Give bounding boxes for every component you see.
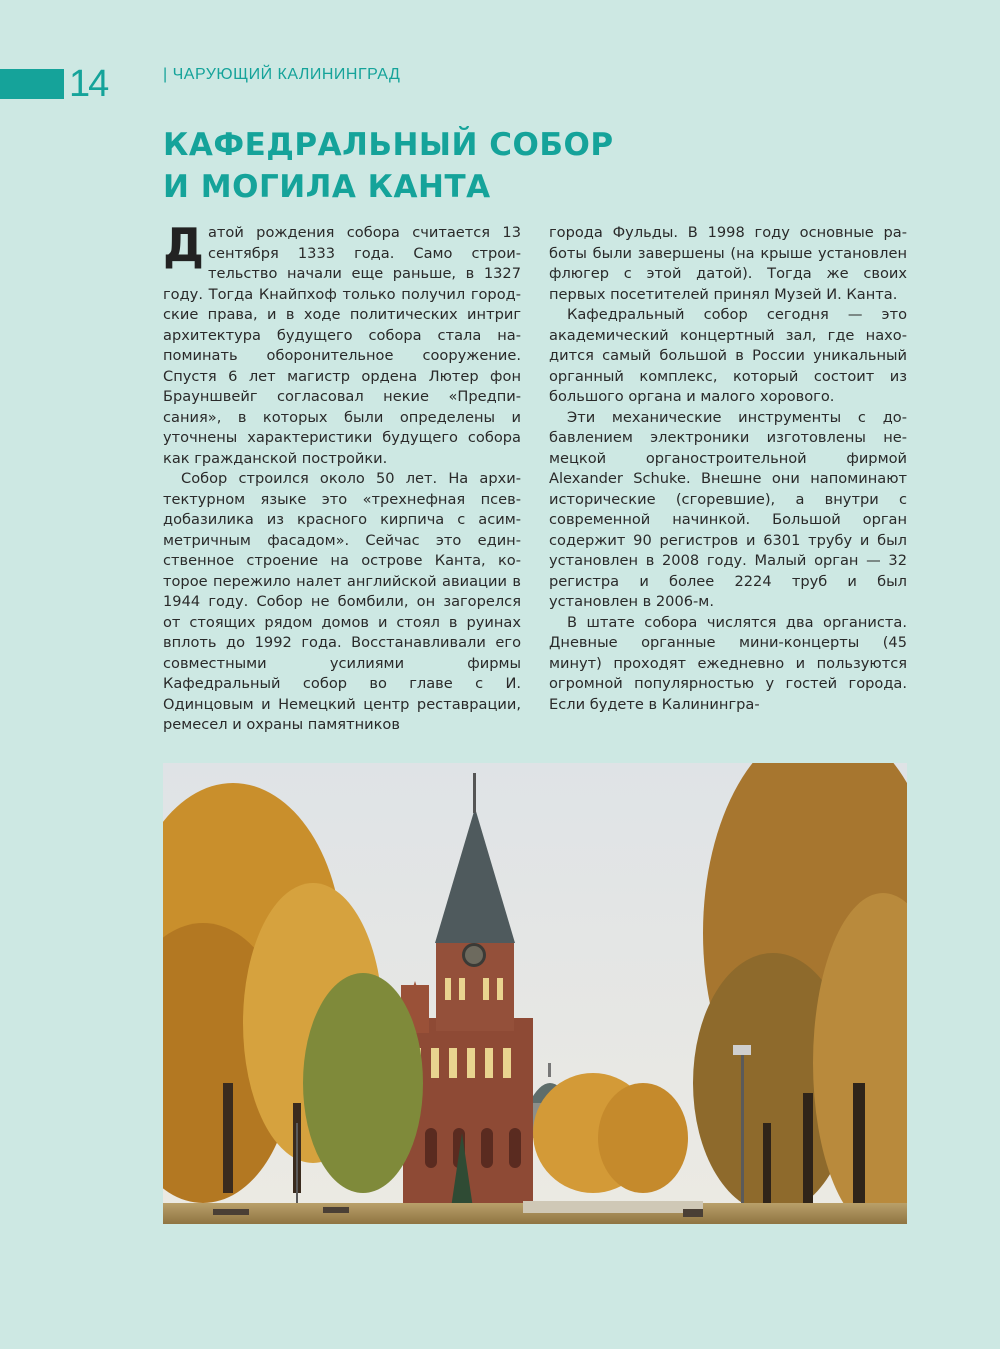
- page-number-bar: [0, 69, 64, 99]
- paragraph: [163, 218, 521, 469]
- title-line-1: КАФЕДРАЛЬНЫЙ СОБОР: [163, 127, 614, 163]
- title-line-2: И МОГИЛА КАНТА: [163, 169, 491, 205]
- paragraph: В штате собора числятся два органиста. Дневные органные мини-концерты (45 минут) проходят ежедневно и пользуются огромной популярностью у гостей города. Если будете в Калинингра-: [549, 613, 907, 713]
- middle-trees: [533, 1073, 688, 1193]
- text-column-left: [163, 218, 521, 736]
- paragraph: Кафедральный собор сегодня — это академический концертный зал, где находится самый большой в России уникальный органный комплекс, который состоит из большого органа и малого хорового.: [549, 306, 907, 405]
- paragraph-text: атой рождения собора считается 13 сентября 1333 года. Само строительство начали еще раньше, в 1327 году. Тогда Кнайпхоф только получил городские права, и в ходе политических интриг архитектура будущего собора стала напоминать оборонительное сооружение. Спустя 6 лет магистр ордена Лютер фон Брауншвейг согласовал некие «Предписания», в которых были определены и уточнены характеристики будущего собора как гражданской постройки.: [163, 224, 521, 467]
- page-number: 14: [69, 63, 108, 105]
- paragraph: Собор строился около 50 лет. На архитектурном языке это «трехнефная псевдобазилика из красного кирпича с асимметричным фасадом». Сейчас это единственное строение на острове Канта, которое пережило налет английской авиации в 1944 году. Собор не бомбили, он загорелся от стоящих рядом домов и стоял в руинах вплоть до 1992 года. Восстанавливали его совместными усилиями фирмы Кафедральный собор во главе с И. Одинцовым и Немецкий центр реставрации, ремесел и охраны памятников: [163, 470, 521, 733]
- running-head: | ЧАРУЮЩИЙ КАЛИНИНГРАД: [163, 66, 401, 83]
- cathedral-photo: [163, 763, 907, 1224]
- cathedral-photo-illustration: [163, 763, 907, 1224]
- article-title: [163, 124, 903, 208]
- path: [523, 1201, 703, 1213]
- paragraph: города Фульды. В 1998 году основные работы были завершены (на крыше установлен флюгер с этой датой). Тогда же своих первых посетителей принял Музей И. Канта.: [549, 224, 907, 303]
- paragraph: Эти механические инструменты с добавлением электроники изготовлены немецкой органостроительной фирмой Alexander Schuke. Внешне они напоминают исторические (сгоревшие), а внутри с современной начинкой. Большой орган содержит 90 регистров и 6301 трубу и был установлен в 2008 году. Малый орган — 32 регистра и более 2224 труб и был установлен в 2006-м.: [549, 408, 907, 610]
- drop-cap: Д: [163, 218, 204, 272]
- text-column-right: [549, 223, 907, 715]
- right-trees: [693, 763, 907, 1224]
